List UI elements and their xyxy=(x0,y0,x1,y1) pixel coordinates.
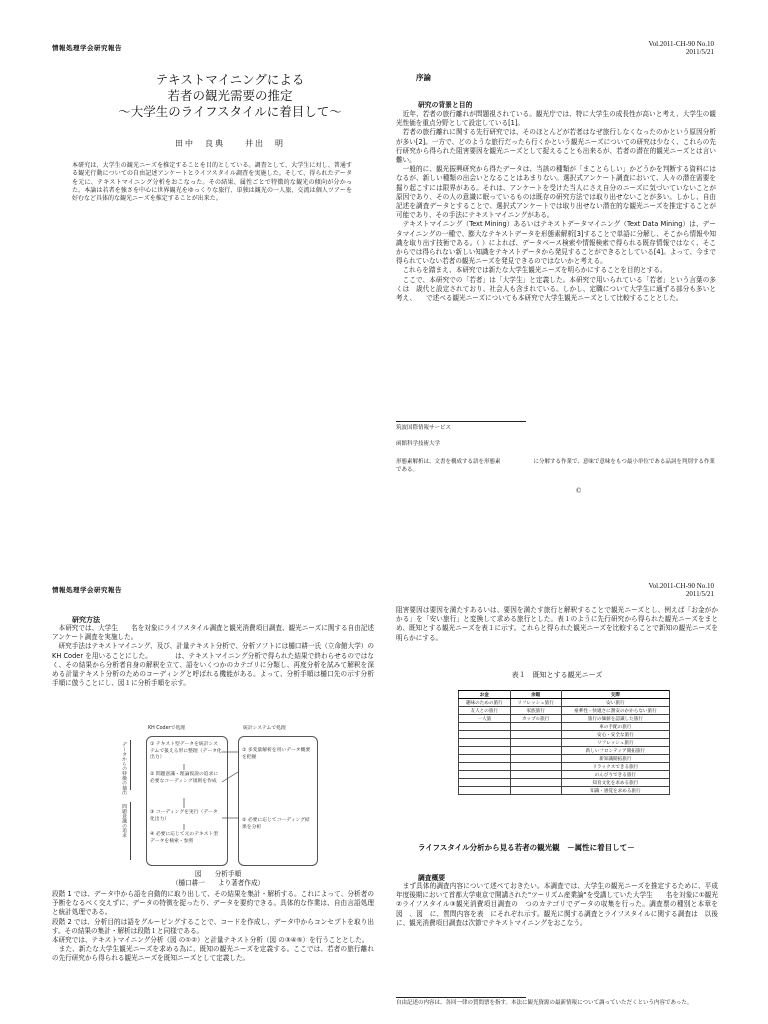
intro-body xyxy=(396,110,716,395)
method-paragraph: 段階 2 では、分析目的は語をグルーピングすることで、コードを作成し、データ中からコンセプトを取り出す。その結果の集計・解析は段階１と同様である。 xyxy=(52,917,374,935)
table-cell: のんびりできる旅行 xyxy=(561,771,669,779)
table-cell xyxy=(459,755,511,763)
table-cell xyxy=(459,731,511,739)
table-cell xyxy=(510,763,561,771)
table-row xyxy=(459,731,670,739)
page2-header-right xyxy=(648,582,714,598)
intro-subheading: 研究の背景と目的 xyxy=(418,101,473,109)
page1-authors: 田中 良典 井出 明 xyxy=(175,139,285,148)
analysis-procedure-figure xyxy=(118,722,318,867)
table-cell: 安心・安全な旅行 xyxy=(561,731,669,739)
page2-volume: Vol.2011-CH-90 No.10 xyxy=(648,582,714,590)
intro-heading: 序論 xyxy=(416,73,431,82)
table-cell xyxy=(510,723,561,731)
method-paragraph: 研究手法はテキストマイニング、及び、計量テキスト分析で、分析ソフトには樋口耕一氏（立命館大学）の KH Coder を用いることにした。 は、テキストマイニング分析で得られた結果で終わらせるのではなく、その結果から分析者自身の解釈を立て、語をいくつかのカテゴリに分類し、再度分析を試みて解釈を深める計量テキスト分析のためのコーディングと呼ばれる機能がある。よって、分析手順は樋口先の示す分析手順に倣うことにし、図１に分析手順を示す。 xyxy=(52,642,374,688)
table-row xyxy=(459,715,670,723)
survey-heading: 調査概要 xyxy=(418,874,446,882)
table-cell: リフレッシュ旅行 xyxy=(510,699,561,707)
footnote-free-text: 自由記述の内容は、各回一律の質問票を指す。本法に観光資源の最新情報について調っていただくという内容であった。 xyxy=(396,1000,693,1006)
table-cell xyxy=(459,779,511,787)
intro-paragraph: ここで、本研究での「若者」は「大学生」と定義した。本研究で用いられている「若者」という言葉の多くは 歳代と設定されており、社会人も含まれている。しかし、定職について大学生に通ずる部分も多いと考え、 で述べる観光ニーズについても本研究で大学生観光ニーズとして比較することとした。 xyxy=(396,275,716,303)
known-needs-paragraph: 阻害要因は要因を満たすあるいは、要因を満たす旅行と解釈することで観光ニーズとし、例えば「お金がかかる」を「安い旅行」と変換して求める旅行とした。表１のように先行研究から得られた観光ニーズをまとめ、既知とする観光ニーズを表１に示す。これらと得られた観光ニーズを比較することで新知の観光ニーズを明らかにする。 xyxy=(396,606,718,642)
title-line-1: テキストマイニングによる xyxy=(155,72,305,87)
intro-paragraph: テキストマイニング（Text Mining）あるいはテキストデータマイニング（Text Data Mining）は、データマイニングの一種で、膨大なテキストデータを形態素解析[3]することで単語に分解し、そこから情報や知識を取り出す技術である。（ ）によれば、データベース検索や情報検索で得られる既存情報ではなく、そこからでは得られない新しい知識をテキストデータから発見することができるとしている[4]。よって、今まで得られていない若者の観光ニーズを発見できるのではないかと考える。 xyxy=(396,220,716,266)
table-cell xyxy=(459,787,511,795)
table-cell: 一人旅 xyxy=(459,715,511,723)
table-cell: リラックスできる旅行 xyxy=(561,763,669,771)
known-needs-table xyxy=(458,690,670,795)
table-cell: 旅行の価値を認識した旅行 xyxy=(561,715,669,723)
table-cell xyxy=(510,779,561,787)
table-row xyxy=(459,763,670,771)
method-paragraph: 段階 1 では、データ中から語を自動的に取り出して、その結果を集計・解析する。これによって、分析者の予断をなるべく交えずに、データの特徴を捉ったり、データを要約できる。具体的な作業は、自由言語処理と統計処理である。 xyxy=(52,890,374,917)
title-line-3: ～大学生のライフスタイルに着目して～ xyxy=(118,104,342,119)
table-cell xyxy=(459,723,511,731)
figure-caption-line-1: 図 分析手順 xyxy=(194,870,242,878)
table-header: お金 xyxy=(459,691,511,699)
table-cell xyxy=(510,787,561,795)
method-paragraph: 本研究では、大学生 名を対象にライフスタイル調査と観光消費項目調査、観光ニーズに関する自由記述アンケート調査を実施した。 xyxy=(52,624,374,642)
intro-paragraph: これらを踏まえ、本研究では新たな大学生観光ニーズを明らかにすることを目的とする。 xyxy=(396,266,667,275)
table-cell xyxy=(510,731,561,739)
copyright-mark: © xyxy=(576,487,582,495)
table-row xyxy=(459,699,670,707)
table-row xyxy=(459,707,670,715)
footnote-morphology: 形態素解析は、文書を構成する語を形態素 に分解する作業で、意味で意味をもつ最小単位である品詞を判別する作業である。 xyxy=(396,459,715,473)
table-cell: 知育文化を求める旅行 xyxy=(561,779,669,787)
figure-step-2: ② 問題意識・理論仮説の追求に必要なコーディング規則を作成 xyxy=(150,772,219,784)
table-cell: 新知識開拓旅行 xyxy=(561,755,669,763)
figure-caption xyxy=(118,870,318,888)
footnote-rule xyxy=(396,421,526,422)
figure-vertical-label-2: 問題意識の追求 xyxy=(121,804,126,838)
table-cell: 豪華性・快適さに割安のかからない旅行 xyxy=(561,707,669,715)
method-heading: 研究方法 xyxy=(72,616,100,624)
footnote-rule-2 xyxy=(396,997,526,998)
method-body-2 xyxy=(52,890,374,964)
table-row xyxy=(459,747,670,755)
page1-title xyxy=(80,72,380,120)
table-cell: 新しいフロンティア開拓旅行 xyxy=(561,747,669,755)
table-row xyxy=(459,787,670,795)
intro-paragraph: 若者の旅行離れに関する先行研究では、そのほとんどが若者はなぜ旅行しなくなったのかという原因分析が多い[2]。一方で、どのような旅行だったら行くかという観光ニーズについての研究は少なく、これらの先行研究から得られた阻害要因を観光ニーズとして捉えることも出来るが、若者の潜在的観光ニーズとは言い難い。 xyxy=(396,128,716,165)
table-header: 余暇 xyxy=(510,691,561,699)
intro-paragraph: 一般的に、観光振興研究から得たデータは、当該の種類が「まことらしい」かどうかを判断する資料にはなるが、新しい種類の出会いとなることはあまりない。選択式アンケート調査において、人々の潜在需要を掘り起こすには限界がある。それは、アンケートを受けた当人にさえ自分のニーズに気づいていないことが原因であり、その人の意識に眠っているものは既存の研究方法では取り出せないことが多い。しかし、自由記述を調査データとすることで、選択式アンケートでは取り出せない潜在的な観光ニーズを推定することが可能であり、その手法にテキストマイニングがある。 xyxy=(396,165,716,220)
figure-step-4: ④ 必要に応じて元のテキスト型データを検索・参照 xyxy=(150,832,219,844)
figure-vertical-label-1: データからの特徴の抽出 xyxy=(121,742,126,795)
page1-abstract: 本研究は、大学生の観光ニーズを推定することを目的としている。調査として、大学生に対し、普通する観光行動についての自由記述アンケートとライフスタイル調査を実施した。そして、得られたデータを元に、テキストマイニング分析をおこなった。その結果、属性ごとで特徴的な観光の傾向が分かった。本論は若者を強さを中心に世界観光をゆっくりな旅行、単独は観光の一人旅、交流は個人ツアーを好むなど具体的な観光ニーズを推定することが出来た。 xyxy=(72,162,352,203)
method-paragraph: また、新たな大学生観光ニーズを求める為に、既知の観光ニーズを定義する。ここでは、若者の旅行離れの先行研究から得られる観光ニーズを既知ニーズとして定義した。 xyxy=(52,945,374,963)
table-cell xyxy=(510,755,561,763)
page1-volume: Vol.2011-CH-90 No.10 xyxy=(648,40,714,48)
figure-step-r2: ② 必要に応じてコーディング結果を分析 xyxy=(242,818,310,830)
intro-paragraph: 近年、若者の旅行離れが問題視されている。観光庁では、特に大学生の成長性が高いと考え、大学生の観光性価を重点分野として設定している[1]。 xyxy=(396,110,716,128)
footnote-affiliation-2: 函館科学技術大学 xyxy=(396,441,441,447)
page1-header-left: 情報処理学会研究報告 xyxy=(52,44,122,52)
table-cell xyxy=(459,763,511,771)
table-cell xyxy=(459,739,511,747)
figure-arrows xyxy=(118,722,318,867)
table-cell xyxy=(510,747,561,755)
page2-date: 2011/5/21 xyxy=(685,590,714,598)
table-cell xyxy=(510,771,561,779)
method-paragraph: 本研究では、テキストマイニング分析（図 の①②）と計量テキスト分析（図 の③④⑤）を行うこととした。 xyxy=(52,936,369,945)
table-cell: リフレッシュ旅行 xyxy=(561,739,669,747)
figure-step-r1: ① 多変量解析を用いデータ概要を把握 xyxy=(242,748,311,760)
table-cell: 友人との旅行 xyxy=(459,707,511,715)
figure-step-3: ③ コーディングを実行（データ化出力） xyxy=(150,810,218,822)
figure-right-title: 統計システムで処理 xyxy=(243,726,286,731)
figure-step-1: ① テキスト型データを統計システムで扱える形に整理（データ化出力） xyxy=(150,742,222,761)
table-header-row xyxy=(459,691,670,699)
table-row xyxy=(459,771,670,779)
page1-date: 2011/5/21 xyxy=(685,48,714,56)
table-cell: 趣味のための旅行 xyxy=(459,699,511,707)
table-cell: 安い旅行 xyxy=(561,699,669,707)
table-title: 表１ 既知とする観光ニーズ xyxy=(511,671,603,679)
figure-caption-line-2: （樋口耕一 より著者作成） xyxy=(171,879,265,887)
table-row xyxy=(459,779,670,787)
table-cell: 家族旅行 xyxy=(510,707,561,715)
table-header: 交際 xyxy=(561,691,669,699)
page1-header-right xyxy=(648,40,714,56)
table-cell xyxy=(510,739,561,747)
figure-left-title: KH Coderで処理 xyxy=(148,726,185,731)
table-row xyxy=(459,723,670,731)
table-row xyxy=(459,739,670,747)
page2-header-left: 情報処理学会研究報告 xyxy=(52,586,122,594)
table-row xyxy=(459,755,670,763)
figure-arrow xyxy=(222,772,238,782)
table-cell xyxy=(459,747,511,755)
footnote-affiliation-1: 筑波国際情報サービス xyxy=(396,425,452,431)
title-line-2: 若者の観光需要の推定 xyxy=(167,88,293,103)
table-cell xyxy=(459,771,511,779)
table-cell: 車の手配の旅行 xyxy=(561,723,669,731)
table-cell: 知識・感覚を求める旅行 xyxy=(561,787,669,795)
method-body xyxy=(52,624,374,688)
table-cell: カップル旅行 xyxy=(510,715,561,723)
lifestyle-section-heading: ライフスタイル分析から見る若者の観光観 －属性に着目して－ xyxy=(418,843,635,852)
survey-paragraph: まず具体的調査内容について述べておきたい。本調査では、大学生の観光ニーズを推定するために、平成 年度後期において首都大学東京で開講された"ツーリズム産業論"を受講していた大学生 名を対象に①観光②ライフスタイル③観光消費項目調査の つのカテゴリでデータの収集を行った。調査票の種別と本章を図 、図 に、質問内容を表 にそれぞれ示す。観光に関する調査とライフスタイルに関する調査は 以後に、観光消費項目調査は次節でテキストマイニングをおこなう。 xyxy=(396,882,732,927)
